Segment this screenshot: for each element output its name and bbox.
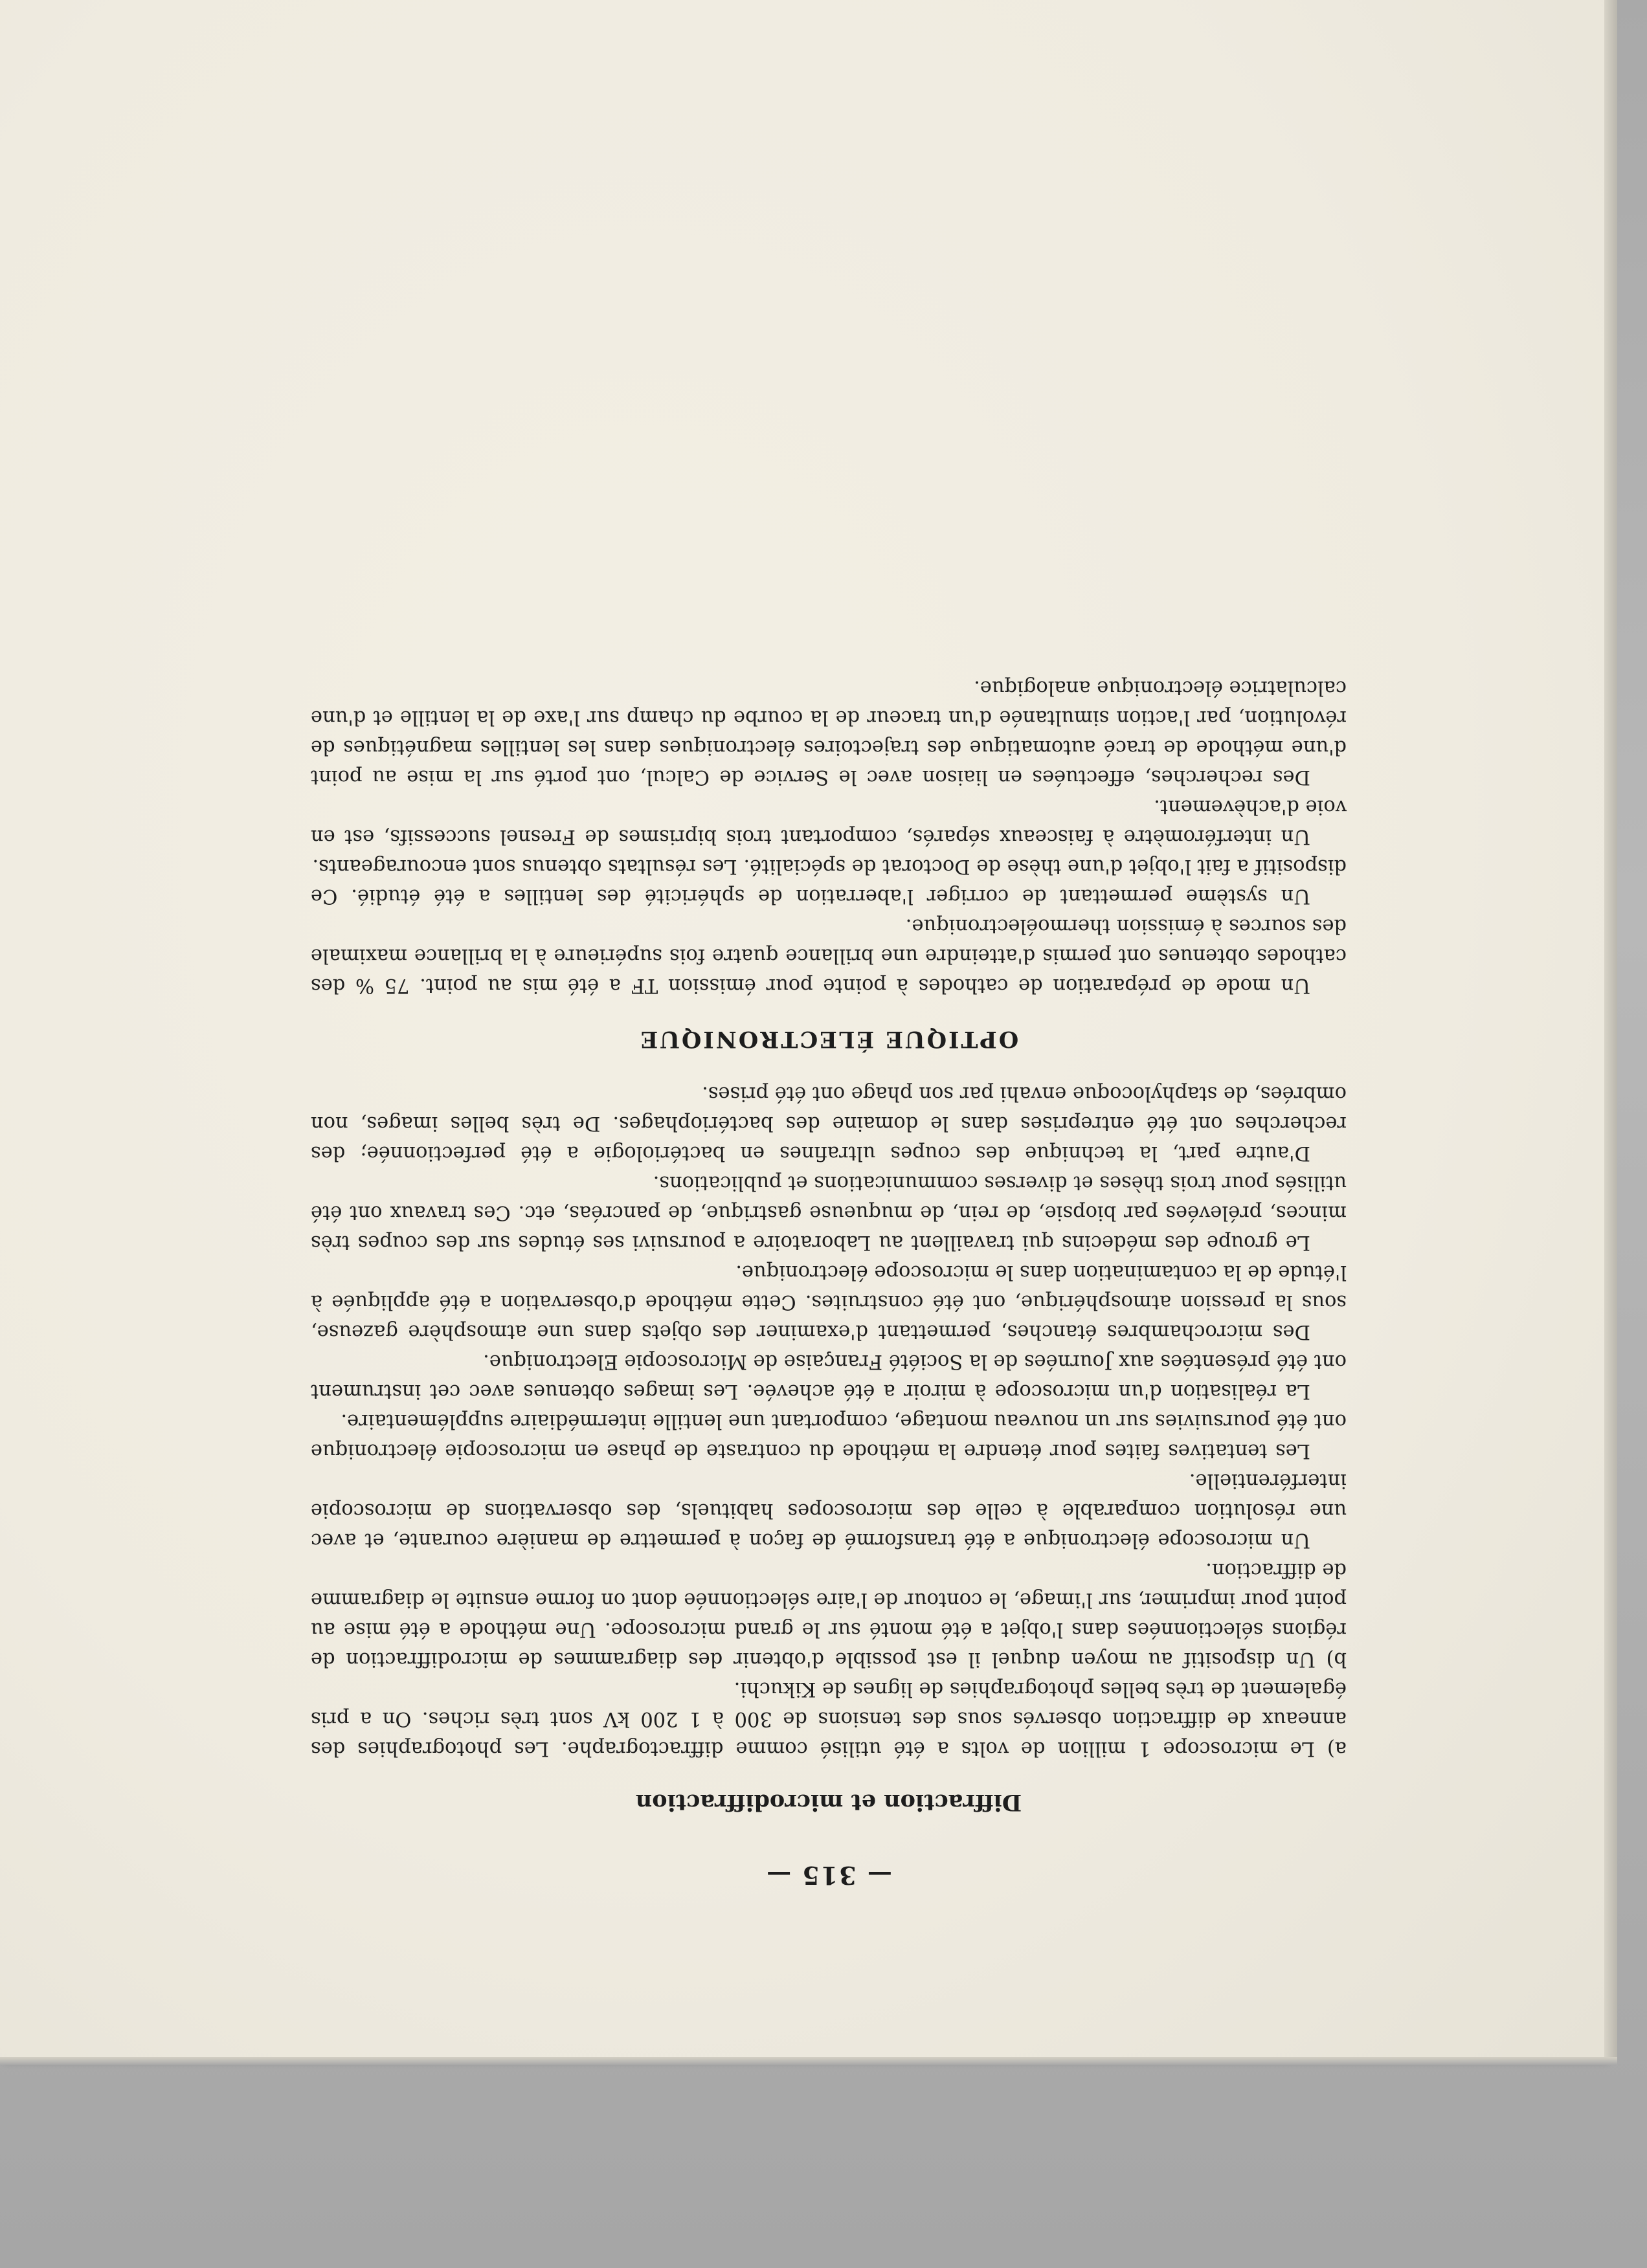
paragraph: a) Le microscope 1 million de volts a été utilisé comme diffractographe. Les photographies des anneaux de diffraction observés sous des tensions de 300 à 1 200 kV sont très riches. On a pris également de très belles photographies de lignes de Kikuchi. [311,1678,1347,1760]
paragraph: Des microchambres étanches, permettant d'examiner des objets dans une atmosphère gazeuse, sous la pression atmosphérique, ont été construites. Cette méthode d'observation a été appliquée à l'étude de la contamination dans le microscope électronique. [311,1261,1347,1343]
paragraph: Les tentatives faites pour étendre la méthode du contraste de phase en microscopie électronique ont été poursuivies sur un nouveau montage, comportant une lentille intermédiaire supplémentaire. [311,1410,1347,1462]
paragraph: Un système permettant de corriger l'aberration de sphéricité des lentilles a été étudié. Ce dispositif a fait l'objet d'une thèse de Doctorat de spécialité. Les résultats obtenus sont encourageants. [311,855,1347,907]
printed-page-upside-down [311,220,1347,1890]
paragraph: Un mode de préparation de cathodes à pointe pour émission TF a été mis au point. 75 % des cathodes obtenues ont permis d'atteindre une brillance quatre fois supérieure à la brillance maximale des sources à émission thermoélectronique. [311,915,1347,997]
paragraph: Un interféromètre à faisceaux séparés, comportant trois biprismes de Fresnel successifs, est en voie d'achèvement. [311,795,1347,848]
paragraph: b) Un dispositif au moyen duquel il est possible d'obtenir des diagrammes de microdiffraction de régions sélectionnées dans l'objet a été monté sur le grand microscope. Une méthode a été mise au point pour imprimer, sur l'image, le contour de l'aire sélectionnée dont on forme ensuite le diagramme de diffraction. [311,1559,1347,1671]
paragraph: D'autre part, la technique des coupes ultrafines en bactériologie a été perfectionnée; des recherches ont été entreprises dans le domaine des bactériophages. De très belles images, non ombrées, de staphylocoque envahi par son phage ont été prises. [311,1082,1347,1164]
paragraph: Des recherches, effectuées en liaison avec le Service de Calcul, ont porté sur la mise au point d'une méthode de tracé automatique des trajectoires électroniques dans les lentilles magnétiques de révolution, par l'action simultanée d'un traceur de la courbe du champ sur l'axe de la lentille et d'une calculatrice électronique analogique. [311,676,1347,788]
paper-edge-bottom [0,2057,1617,2065]
paragraph: Un microscope électronique a été transformé de façon à permettre de manière courante, et avec une résolution comparable à celle des microscopes habituels, des observations de microscopie interférentielle. [311,1469,1347,1551]
paragraph: Le groupe des médecins qui travaillent au Laboratoire a poursuivi ses études sur des coupes très minces, prélevées par biopsie, de rein, de muqueuse gastrique, de pancréas, etc. Ces travaux ont été utilisés pour trois thèses et diverses communications et publications. [311,1172,1347,1254]
section-title-optique-electronique: OPTIQUE ÉLECTRONIQUE [638,1026,1019,1052]
paper-edge-right [1604,0,1617,2057]
page-number: — 315 — [765,1861,892,1890]
section-title-diffraction: Diffraction et microdiffraction [635,1789,1022,1816]
paragraph: La réalisation d'un microscope à miroir a été achevée. Les images obtenues avec cet instrument ont été présentées aux Journées de la Société Française de Microscopie Electronique. [311,1350,1347,1403]
